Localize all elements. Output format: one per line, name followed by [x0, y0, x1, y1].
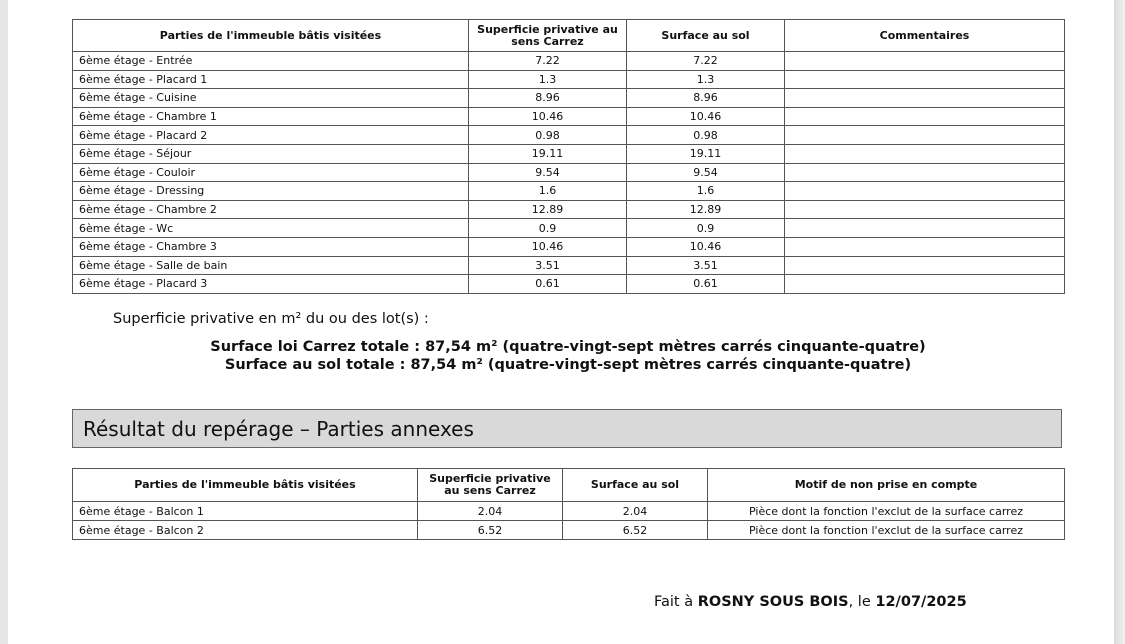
footer-city: ROSNY SOUS BOIS — [697, 594, 849, 610]
cell-surface-sol: 3.51 — [627, 256, 785, 275]
document-page — [8, 0, 1114, 644]
cell-comment — [785, 126, 1065, 145]
cell-comment — [785, 163, 1065, 182]
cell-comment — [785, 219, 1065, 238]
table-row — [73, 163, 1065, 182]
cell-comment — [785, 70, 1065, 89]
header-reason: Motif de non prise en compte — [708, 469, 1065, 502]
cell-part: 6ème étage - Balcon 2 — [73, 521, 418, 540]
cell-comment — [785, 89, 1065, 108]
table-row — [73, 256, 1065, 275]
header-comments: Commentaires — [785, 20, 1065, 52]
cell-surface-sol: 1.6 — [627, 182, 785, 201]
cell-part: 6ème étage - Chambre 2 — [73, 200, 469, 219]
cell-part: 6ème étage - Chambre 3 — [73, 237, 469, 256]
table-header-row — [73, 469, 1065, 502]
cell-surface-sol: 9.54 — [627, 163, 785, 182]
cell-surface-sol: 12.89 — [627, 200, 785, 219]
header-parts: Parties de l'immeuble bâtis visitées — [73, 469, 418, 502]
annex-parts-table — [72, 468, 1065, 540]
cell-comment — [785, 144, 1065, 163]
cell-part: 6ème étage - Chambre 1 — [73, 107, 469, 126]
cell-comment — [785, 256, 1065, 275]
cell-carrez: 12.89 — [469, 200, 627, 219]
cell-surface-sol: 0.98 — [627, 126, 785, 145]
header-carrez: Superficie privative au sens Carrez — [418, 469, 563, 502]
cell-comment — [785, 52, 1065, 71]
cell-carrez: 1.6 — [469, 182, 627, 201]
cell-part: 6ème étage - Séjour — [73, 144, 469, 163]
cell-carrez: 10.46 — [469, 107, 627, 126]
cell-surface-sol: 10.46 — [627, 237, 785, 256]
footer-date: 12/07/2025 — [875, 594, 967, 610]
footer-prefix: Fait à — [654, 594, 698, 610]
header-parts: Parties de l'immeuble bâtis visitées — [73, 20, 469, 52]
table-row — [73, 521, 1065, 540]
table-row — [73, 89, 1065, 108]
cell-surface-sol: 7.22 — [627, 52, 785, 71]
cell-part: 6ème étage - Entrée — [73, 52, 469, 71]
table-row — [73, 275, 1065, 294]
cell-part: 6ème étage - Placard 1 — [73, 70, 469, 89]
cell-carrez: 0.98 — [469, 126, 627, 145]
cell-surface-sol: 2.04 — [563, 502, 708, 521]
table-row — [73, 70, 1065, 89]
header-carrez: Superficie privative au sens Carrez — [469, 20, 627, 52]
table-row — [73, 107, 1065, 126]
cell-comment — [785, 237, 1065, 256]
table-row — [73, 237, 1065, 256]
summary-intro: Superficie privative en m² du ou des lot(s) : — [113, 311, 429, 327]
cell-carrez: 8.96 — [469, 89, 627, 108]
cell-carrez: 10.46 — [469, 237, 627, 256]
table-row — [73, 126, 1065, 145]
cell-part: 6ème étage - Balcon 1 — [73, 502, 418, 521]
header-surface-sol: Surface au sol — [563, 469, 708, 502]
cell-comment — [785, 275, 1065, 294]
table-row — [73, 502, 1065, 521]
cell-comment — [785, 182, 1065, 201]
cell-carrez: 6.52 — [418, 521, 563, 540]
signature-line — [654, 594, 967, 610]
cell-surface-sol: 10.46 — [627, 107, 785, 126]
cell-carrez: 19.11 — [469, 144, 627, 163]
cell-comment — [785, 200, 1065, 219]
cell-reason: Pièce dont la fonction l'exclut de la surface carrez — [708, 521, 1065, 540]
header-surface-sol: Surface au sol — [627, 20, 785, 52]
cell-surface-sol: 0.9 — [627, 219, 785, 238]
cell-part: 6ème étage - Placard 3 — [73, 275, 469, 294]
cell-carrez: 3.51 — [469, 256, 627, 275]
cell-part: 6ème étage - Dressing — [73, 182, 469, 201]
table-row — [73, 219, 1065, 238]
table-row — [73, 182, 1065, 201]
cell-carrez: 0.9 — [469, 219, 627, 238]
cell-part: 6ème étage - Placard 2 — [73, 126, 469, 145]
cell-comment — [785, 107, 1065, 126]
cell-part: 6ème étage - Couloir — [73, 163, 469, 182]
cell-carrez: 2.04 — [418, 502, 563, 521]
cell-surface-sol: 6.52 — [563, 521, 708, 540]
cell-carrez: 0.61 — [469, 275, 627, 294]
carrez-total: Surface loi Carrez totale : 87,54 m² (quatre-vingt-sept mètres carrés cinquante-quatre) — [210, 339, 926, 355]
cell-surface-sol: 0.61 — [627, 275, 785, 294]
cell-carrez: 1.3 — [469, 70, 627, 89]
cell-surface-sol: 8.96 — [627, 89, 785, 108]
cell-carrez: 7.22 — [469, 52, 627, 71]
table-header-row — [73, 20, 1065, 52]
cell-surface-sol: 1.3 — [627, 70, 785, 89]
cell-carrez: 9.54 — [469, 163, 627, 182]
section-title: Résultat du repérage – Parties annexes — [72, 409, 1062, 448]
table-row — [73, 144, 1065, 163]
visited-parts-table — [72, 19, 1065, 294]
cell-part: 6ème étage - Salle de bain — [73, 256, 469, 275]
footer-middle: , le — [848, 594, 876, 610]
cell-reason: Pièce dont la fonction l'exclut de la surface carrez — [708, 502, 1065, 521]
table-row — [73, 200, 1065, 219]
page-edge — [1114, 0, 1125, 644]
cell-part: 6ème étage - Cuisine — [73, 89, 469, 108]
cell-surface-sol: 19.11 — [627, 144, 785, 163]
cell-part: 6ème étage - Wc — [73, 219, 469, 238]
table-row — [73, 52, 1065, 71]
surface-sol-total: Surface au sol totale : 87,54 m² (quatre-vingt-sept mètres carrés cinquante-quatre) — [224, 357, 912, 373]
